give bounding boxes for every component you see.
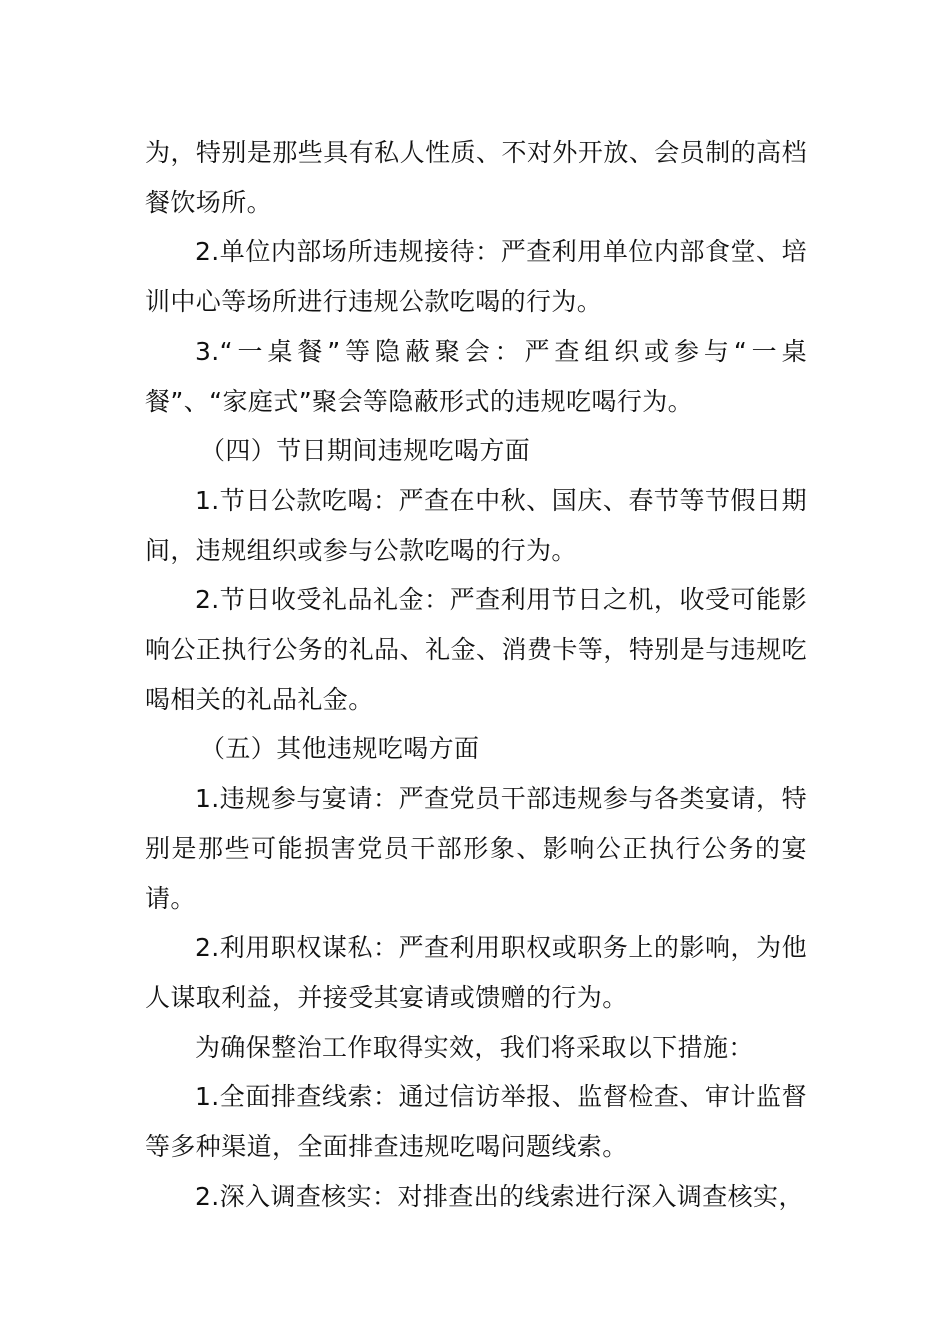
paragraph-item-internal-venue: 2.单位内部场所违规接待：严查利用单位内部食堂、培训中心等场所进行违规公款吃喝的行为。 (145, 237, 807, 317)
paragraph-item-hidden-gathering: 3.“一桌餐”等隐蔽聚会：严查组织或参与“一桌餐”、“家庭式”聚会等隐蔽形式的违规吃喝行为。 (145, 336, 807, 416)
paragraph-measure-investigate-leads: 1.全面排查线索：通过信访举报、监督检查、审计监督等多种渠道，全面排查违规吃喝问题线索。 (145, 1082, 807, 1162)
paragraph-item-banquets: 1.违规参与宴请：严查党员干部违规参与各类宴请，特别是那些可能损害党员干部形象、影响公正执行公务的宴请。 (145, 784, 807, 913)
document-body (145, 128, 807, 1221)
paragraph-item-holiday-dining: 1.节日公款吃喝：严查在中秋、国庆、春节等节假日期间，违规组织或参与公款吃喝的行为。 (145, 485, 807, 565)
paragraph-measure-verify: 2.深入调查核实：对排查出的线索进行深入调查核实， (195, 1181, 804, 1211)
section-heading-holiday: （四）节日期间违规吃喝方面 (200, 436, 531, 466)
paragraph-item-abuse-of-power: 2.利用职权谋私：严查利用职权或职务上的影响，为他人谋取利益，并接受其宴请或馈赠的行为。 (145, 933, 807, 1012)
section-heading-other: （五）其他违规吃喝方面 (200, 734, 480, 764)
paragraph-measures-intro: 为确保整治工作取得实效，我们将采取以下措施： (195, 1032, 754, 1062)
paragraph-continuation: 为，特别是那些具有私人性质、不对外开放、会员制的高档餐饮场所。 (145, 138, 807, 217)
paragraph-item-holiday-gifts: 2.节日收受礼品礼金：严查利用节日之机，收受可能影响公正执行公务的礼品、礼金、消费卡等，特别是与违规吃喝相关的礼品礼金。 (145, 585, 807, 714)
